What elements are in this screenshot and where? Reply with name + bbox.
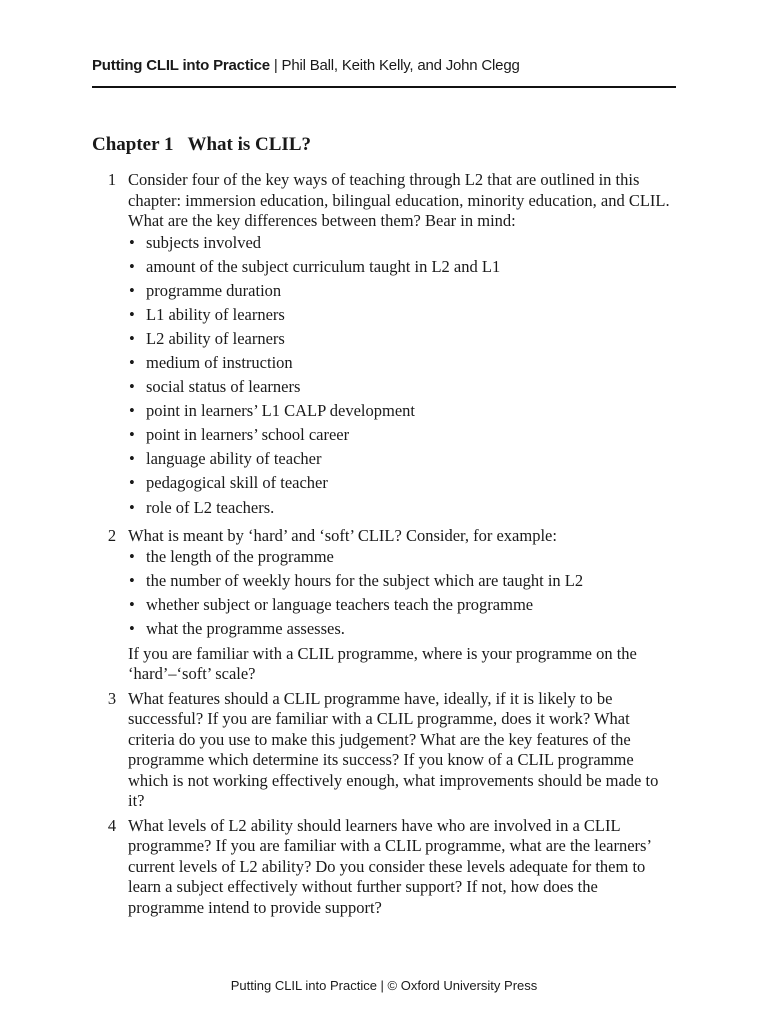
chapter-number: Chapter 1 xyxy=(92,134,174,155)
question-list xyxy=(92,170,672,922)
question-1 xyxy=(92,170,672,522)
bullet-item: • role of L2 teachers. xyxy=(128,498,672,519)
bullet-item: • social status of learners xyxy=(128,377,672,398)
question-number: 2 xyxy=(107,525,117,545)
bullet-list xyxy=(128,233,672,519)
question-2 xyxy=(92,526,672,685)
page-footer: Putting CLIL into Practice | © Oxford University Press xyxy=(230,978,538,993)
question-number: 3 xyxy=(107,688,117,708)
chapter-heading xyxy=(92,134,311,156)
question-body xyxy=(128,170,672,522)
bullet-item: • amount of the subject curriculum taught in L2 and L1 xyxy=(128,257,672,278)
bullet-item: • L2 ability of learners xyxy=(128,329,672,350)
question-number: 1 xyxy=(107,170,117,189)
bullet-item: • medium of instruction xyxy=(128,353,672,374)
question-text: Consider four of the key ways of teaching through L2 that are outlined in this chapter: immersion education, bilingual education, minority education, and CLIL. What are the key differences between them? Bear in mind: xyxy=(128,170,670,230)
header-rule xyxy=(92,86,676,88)
bullet-list xyxy=(128,547,672,640)
bullet-item: • point in learners’ school career xyxy=(128,425,672,446)
question-text: What levels of L2 ability should learners have who are involved in a CLIL programme? If you are familiar with a CLIL programme, what are the learners’ current levels of L2 ability? Do you consider these levels adequate for them to learn a subject effectively without further support? If not, how does the programme intend to provide support? xyxy=(128,815,651,917)
bullet-item: • point in learners’ L1 CALP development xyxy=(128,401,672,422)
question-4 xyxy=(92,816,672,919)
bullet-item: • subjects involved xyxy=(128,233,672,254)
header-separator: | xyxy=(269,57,282,74)
header-authors: Phil Ball, Keith Kelly, and John Clegg xyxy=(281,57,520,74)
chapter-title: What is CLIL? xyxy=(187,134,311,155)
bullet-item: • programme duration xyxy=(128,281,672,302)
bullet-item: • L1 ability of learners xyxy=(128,305,672,326)
question-followup: If you are familiar with a CLIL programme, where is your programme on the ‘hard’–‘soft’ scale? xyxy=(128,643,637,683)
bullet-item: • pedagogical skill of teacher xyxy=(128,473,672,494)
question-3 xyxy=(92,689,672,812)
bullet-item: • the number of weekly hours for the subject which are taught in L2 xyxy=(128,571,672,592)
running-header xyxy=(92,57,676,74)
question-body xyxy=(128,816,672,919)
bullet-item: • the length of the programme xyxy=(128,547,672,568)
question-text: What is meant by ‘hard’ and ‘soft’ CLIL? Consider, for example: xyxy=(128,525,557,545)
question-text: What features should a CLIL programme have, ideally, if it is likely to be successful? If you are familiar with a CLIL programme, does it work? What criteria do you use to make this judgement? What are the key features of the programme which determine its success? If you know of a CLIL programme which is not working effectively enough, what improvements should be made to it? xyxy=(128,688,659,810)
question-body xyxy=(128,526,672,685)
header-book-title: Putting CLIL into Practice xyxy=(92,57,270,74)
question-number: 4 xyxy=(107,815,117,835)
bullet-item: • language ability of teacher xyxy=(128,449,672,470)
bullet-item: • whether subject or language teachers teach the programme xyxy=(128,595,672,616)
question-body xyxy=(128,689,672,812)
bullet-item: • what the programme assesses. xyxy=(128,619,672,640)
